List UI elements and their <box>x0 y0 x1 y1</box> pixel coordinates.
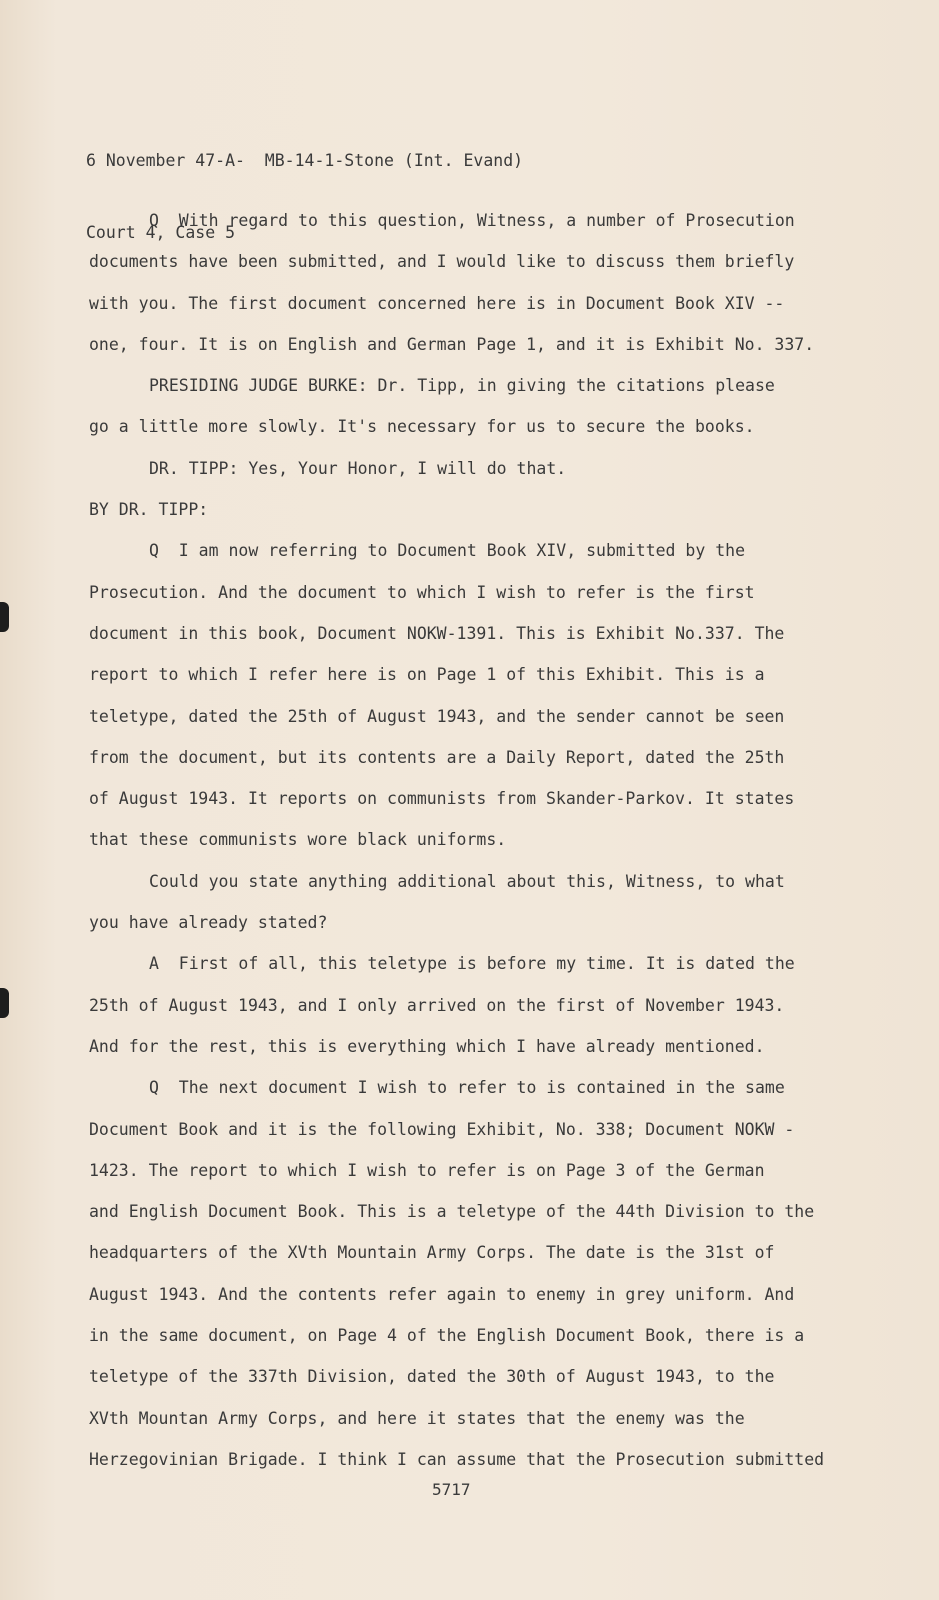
transcript-line: go a little more slowly. It's necessary for us to secure the books. <box>89 417 755 437</box>
transcript-line: document in this book, Document NOKW-1391. This is Exhibit No.337. The <box>89 623 785 643</box>
page-number: 5717 <box>432 1480 471 1499</box>
binding-hole-mark-lower <box>0 988 9 1018</box>
transcript-line: that these communists wore black uniforms. <box>89 830 507 850</box>
transcript-line: Q I am now referring to Document Book XIV, submitted by the <box>149 541 746 561</box>
transcript-line: BY DR. TIPP: <box>89 500 209 520</box>
transcript-line: Herzegovinian Brigade. I think I can assume that the Prosecution submitted <box>89 1449 825 1469</box>
transcript-line: XVth Mountan Army Corps, and here it states that the enemy was the <box>89 1408 745 1428</box>
transcript-line: August 1943. And the contents refer again to enemy in grey uniform. And <box>89 1284 795 1304</box>
transcript-line: DR. TIPP: Yes, Your Honor, I will do that. <box>149 458 567 478</box>
transcript-line: PRESIDING JUDGE BURKE: Dr. Tipp, in giving the citations please <box>149 376 775 396</box>
transcript-line: Document Book and it is the following Exhibit, No. 338; Document NOKW - <box>89 1119 795 1139</box>
transcript-line: one, four. It is on English and German Page 1, and it is Exhibit No. 337. <box>89 334 815 354</box>
transcript-line: report to which I refer here is on Page 1 of this Exhibit. This is a <box>89 665 765 685</box>
transcript-line: Q With regard to this question, Witness, a number of Prosecution <box>149 211 795 230</box>
transcript-line: Could you state anything additional about this, Witness, to what <box>149 871 785 891</box>
binding-hole-mark-upper <box>0 602 9 632</box>
transcript-line: Prosecution. And the document to which I wish to refer is the first <box>89 582 755 602</box>
transcript-line: 25th of August 1943, and I only arrived on the first of November 1943. <box>89 995 785 1015</box>
transcript-line: of August 1943. It reports on communists from Skander-Parkov. It states <box>89 789 795 809</box>
transcript-line: you have already stated? <box>89 913 328 933</box>
transcript-line: from the document, but its contents are a Daily Report, dated the 25th <box>89 747 785 767</box>
transcript-line: and English Document Book. This is a teletype of the 44th Division to the <box>89 1202 815 1222</box>
transcript-line: with you. The first document concerned here is in Document Book XIV -- <box>89 293 785 313</box>
transcript-line: 1423. The report to which I wish to refer is on Page 3 of the German <box>89 1160 765 1180</box>
transcript-line: teletype, dated the 25th of August 1943, and the sender cannot be seen <box>89 706 785 726</box>
transcript-line: documents have been submitted, and I would like to discuss them briefly <box>89 252 795 272</box>
transcript-body <box>89 200 849 1480</box>
transcript-line: in the same document, on Page 4 of the English Document Book, there is a <box>89 1326 805 1346</box>
transcript-line: teletype of the 337th Division, dated the 30th of August 1943, to the <box>89 1367 775 1387</box>
transcript-line: headquarters of the XVth Mountain Army Corps. The date is the 31st of <box>89 1243 775 1263</box>
header-court-line: Court 4, Case 5 <box>86 223 236 242</box>
transcript-line: And for the rest, this is everything which I have already mentioned. <box>89 1036 765 1056</box>
transcript-line: Q The next document I wish to refer to is contained in the same <box>149 1078 785 1098</box>
header-session-line: 6 November 47-A- MB-14-1-Stone (Int. Evand) <box>86 151 524 170</box>
transcript-line: A First of all, this teletype is before my time. It is dated the <box>149 954 795 974</box>
